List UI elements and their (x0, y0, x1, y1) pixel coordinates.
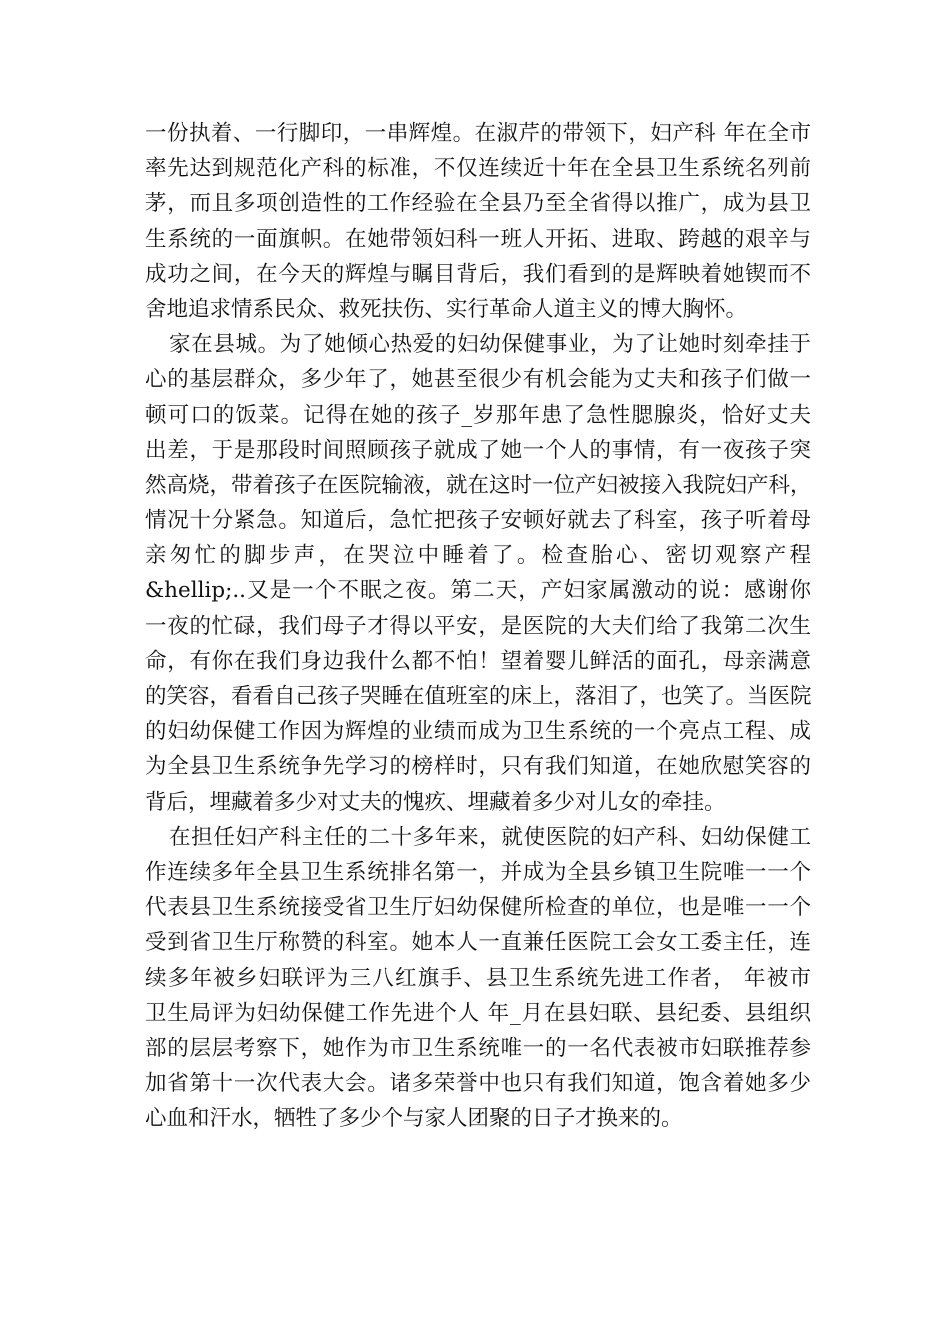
text-line: 心的基层群众，多少年了，她甚至很少有机会能为丈夫和孩子们做一 (145, 367, 811, 393)
text-line: 出差，于是那段时间照顾孩子就成了她一个人的事情，有一夜孩子突 (145, 437, 811, 463)
text-line: 卫生局评为妇幼保健工作先进个人 年_月在县妇联、县纪委、县组织 (145, 1000, 811, 1026)
text-line: 在担任妇产科主任的二十多年来，就使医院的妇产科、妇幼保健工 (169, 824, 811, 850)
document-body (145, 116, 811, 1136)
text-line: 茅，而且多项创造性的工作经验在全县乃至全省得以推广，成为县卫 (145, 191, 811, 217)
text-line: 背后，埋藏着多少对丈夫的愧疚、埋藏着多少对儿女的牵挂。 (145, 789, 726, 815)
text-line: 亲匆忙的脚步声，在哭泣中睡着了。检查胎心、密切观察产程 (145, 543, 811, 569)
text-line: 生系统的一面旗帜。在她带领妇科一班人开拓、进取、跨越的艰辛与 (145, 226, 811, 252)
paragraph-1 (145, 116, 811, 327)
text-line: 一夜的忙碌，我们母子才得以平安，是医院的大夫们给了我第二次生 (145, 613, 811, 639)
text-line: 部的层层考察下，她作为市卫生系统唯一的一名代表被市妇联推荐参 (145, 1035, 811, 1061)
text-line: 代表县卫生系统接受省卫生厅妇幼保健所检查的单位，也是唯一一个 (145, 895, 811, 921)
text-line: 受到省卫生厅称赞的科室。她本人一直兼任医院工会女工委主任，连 (145, 930, 811, 956)
text-line: 加省第十一次代表大会。诸多荣誉中也只有我们知道，饱含着她多少 (145, 1071, 811, 1097)
text-line: 率先达到规范化产科的标准，不仅连续近十年在全县卫生系统名列前 (145, 156, 811, 182)
text-line: 顿可口的饭菜。记得在她的孩子_岁那年患了急性腮腺炎，恰好丈夫 (145, 402, 811, 428)
text-line: 家在县城。为了她倾心热爱的妇幼保健事业，为了让她时刻牵挂于 (169, 332, 811, 358)
text-line: 情况十分紧急。知道后，急忙把孩子安顿好就去了科室，孩子听着母 (145, 508, 811, 534)
text-line: 的妇幼保健工作因为辉煌的业绩而成为卫生系统的一个亮点工程、成 (145, 719, 811, 745)
text-line: 然高烧，带着孩子在医院输液，就在这时一位产妇被接入我院妇产科， (145, 472, 812, 498)
text-line: 心血和汗水，牺牲了多少个与家人团聚的日子才换来的。 (145, 1106, 683, 1132)
text-line: &hellip;..又是一个不眠之夜。第二天，产妇家属激动的说：感谢你 (145, 578, 811, 604)
text-line: 作连续多年全县卫生系统排名第一，并成为全县乡镇卫生院唯一一个 (145, 859, 811, 885)
text-line: 续多年被乡妇联评为三八红旗手、县卫生系统先进工作者， 年被市 (145, 965, 811, 991)
text-line: 为全县卫生系统争先学习的榜样时，只有我们知道，在她欣慰笑容的 (145, 754, 811, 780)
text-line: 舍地追求情系民众、救死扶伤、实行革命人道主义的博大胸怀。 (145, 296, 748, 322)
text-line: 一份执着、一行脚印，一串辉煌。在淑芹的带领下，妇产科 年在全市 (145, 121, 811, 146)
text-line: 的笑容，看看自己孩子哭睡在值班室的床上，落泪了，也笑了。当医院 (145, 684, 812, 709)
text-line: 成功之间，在今天的辉煌与瞩目背后，我们看到的是辉映着她锲而不 (145, 261, 811, 287)
paragraph-2 (145, 327, 811, 820)
paragraph-3 (145, 820, 811, 1137)
text-line: 命，有你在我们身边我什么都不怕！望着婴儿鲜活的面孔，母亲满意 (145, 648, 811, 674)
